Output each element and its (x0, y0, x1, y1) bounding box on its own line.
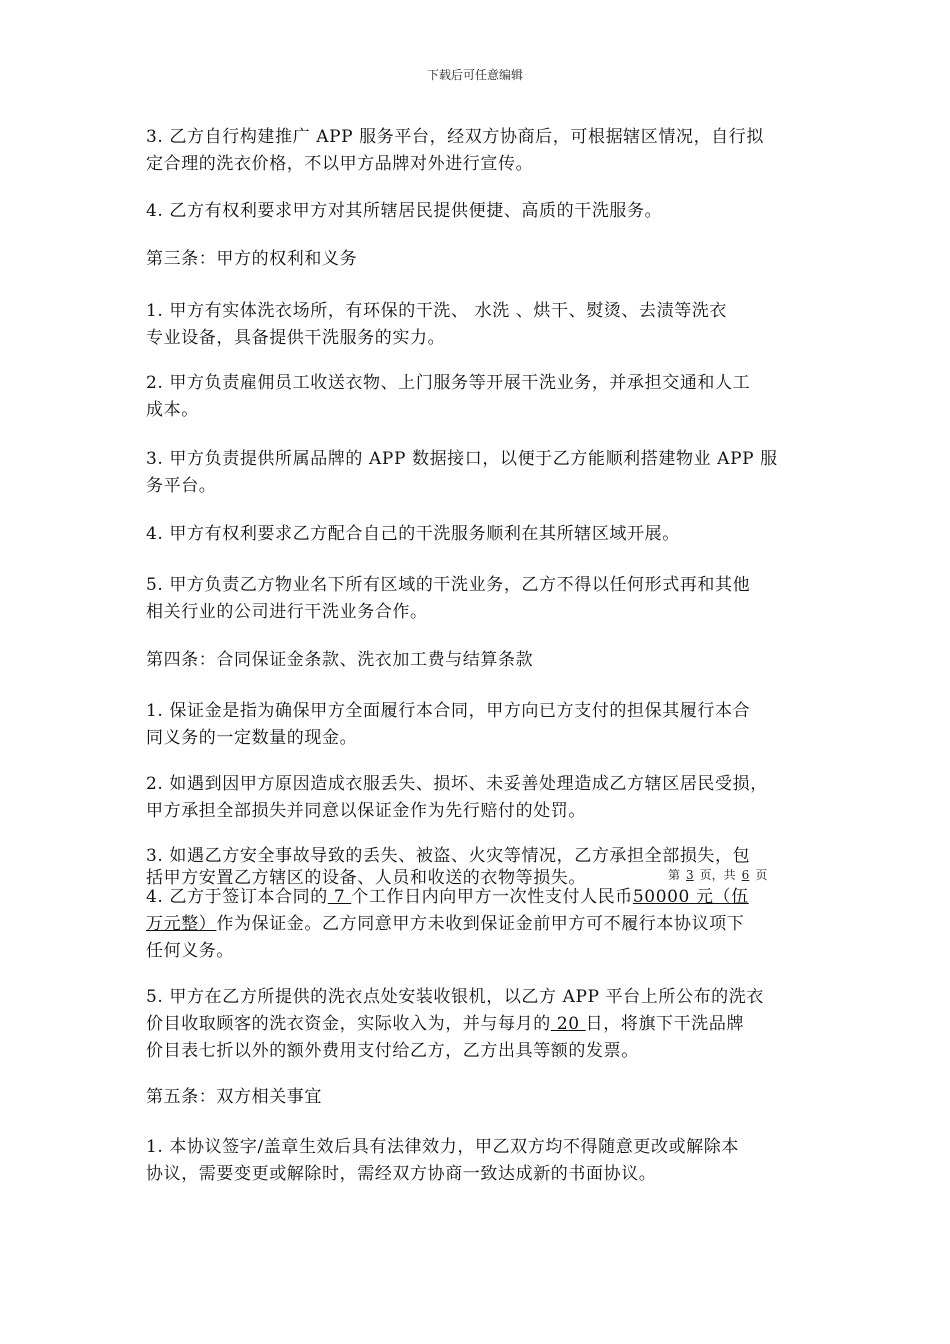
page-number (668, 866, 767, 883)
clause-3-item-3 (146, 446, 826, 500)
text-line (146, 884, 826, 911)
text-line: 3. 如遇乙方安全事故导致的丢失、被盗、火灾等情况，乙方承担全部损失，包 (146, 846, 751, 866)
text-line (146, 1011, 826, 1038)
text-span: 个工作日内向甲方一次性支付人民币 (351, 887, 633, 907)
amount-blank: 50000 元（伍 (632, 887, 749, 907)
text-line: 协议，需要变更或解除时，需经双方协商一致达成新的书面协议。 (146, 1164, 657, 1184)
clause-2-item-3 (146, 124, 826, 178)
text-line: 同义务的一定数量的现金。 (146, 728, 358, 748)
text-line: 5. 甲方在乙方所提供的洗衣点处安装收银机，以乙方 APP 平台上所公布的洗衣 (146, 987, 764, 1007)
page-header: 下载后可任意编辑 (426, 68, 523, 82)
text-line: 相关行业的公司进行干洗业务合作。 (146, 602, 428, 622)
clause-3-item-5 (146, 572, 826, 626)
clause-5-item-1 (146, 1134, 826, 1188)
text-line: 5. 甲方负责乙方物业名下所有区域的干洗业务，乙方不得以任何形式再和其他 (146, 575, 751, 595)
clause-4-item-1 (146, 698, 826, 752)
clause-4-item-5 (146, 984, 826, 1065)
amount-blank-cont: 万元整） (146, 914, 217, 934)
text-line: 4. 甲方有权利要求乙方配合自己的干洗服务顺利在其所辖区域开展。 (146, 524, 680, 544)
clause-3-item-1 (146, 298, 826, 352)
text-line: 任何义务。 (146, 941, 234, 961)
text-line: 4. 乙方有权利要求甲方对其所辖居民提供便捷、高质的干洗服务。 (146, 201, 663, 221)
text-line: 2. 如遇到因甲方原因造成衣服丢失、损坏、未妥善处理造成乙方辖区居民受损， (146, 774, 768, 794)
text-span: 价目收取顾客的洗衣资金，实际收入为，并与每月的 (146, 1014, 551, 1034)
day-blank: 20 (550, 1014, 586, 1034)
section-heading-5: 第五条：双方相关事宜 (146, 1087, 322, 1107)
page-suffix: 页 (755, 868, 768, 882)
page-prefix: 第 (668, 868, 681, 882)
text-line: 1. 保证金是指为确保甲方全面履行本合同，甲方向已方支付的担保其履行本合 (146, 701, 751, 721)
page-mid: 页，共 (699, 868, 736, 882)
total-pages: 6 (741, 868, 750, 882)
text-line: 成本。 (146, 400, 199, 420)
text-line: 3. 甲方负责提供所属品牌的 APP 数据接口，以便于乙方能顺利搭建物业 APP 服 (146, 449, 778, 469)
text-line: 2. 甲方负责雇佣员工收送衣物、上门服务等开展干洗业务，并承担交通和人工 (146, 373, 751, 393)
current-page: 3 (686, 868, 694, 882)
text-span: 作为保证金。乙方同意甲方未收到保证金前甲方可不履行本协议项下 (216, 914, 745, 934)
clause-4-item-2 (146, 771, 826, 825)
clause-3-item-4 (146, 521, 826, 548)
text-line: 甲方承担全部损失并同意以保证金作为先行赔付的处罚。 (146, 801, 586, 821)
text-span: 日，将旗下干洗品牌 (585, 1014, 745, 1034)
text-line: 括甲方安置乙方辖区的设备、人员和收送的衣物等损失。 (146, 868, 586, 888)
section-heading-3: 第三条：甲方的权利和义务 (146, 249, 358, 269)
clause-3-item-2 (146, 370, 826, 424)
clause-4-item-4 (146, 884, 826, 965)
text-line: 1. 甲方有实体洗衣场所，有环保的干洗、 水洗 、烘干、熨烫、去渍等洗衣 (146, 301, 728, 321)
text-line: 3. 乙方自行构建推广 APP 服务平台，经双方协商后，可根据辖区情况，自行拟 (146, 127, 764, 147)
text-span: 4. 乙方于签订本合同的 (146, 887, 328, 907)
text-line: 1. 本协议签字/盖章生效后具有法律效力，甲乙双方均不得随意更改或解除本 (146, 1137, 739, 1157)
section-heading-4: 第四条：合同保证金条款、洗衣加工费与结算条款 (146, 650, 534, 670)
text-line: 务平台。 (146, 476, 217, 496)
text-line: 专业设备，具备提供干洗服务的实力。 (146, 328, 446, 348)
days-blank: 7 (327, 887, 352, 907)
text-line: 价目表七折以外的额外费用支付给乙方，乙方出具等额的发票。 (146, 1041, 639, 1061)
text-line: 定合理的洗衣价格，不以甲方品牌对外进行宣传。 (146, 154, 534, 174)
clause-2-item-4 (146, 198, 826, 225)
text-line (146, 911, 826, 938)
